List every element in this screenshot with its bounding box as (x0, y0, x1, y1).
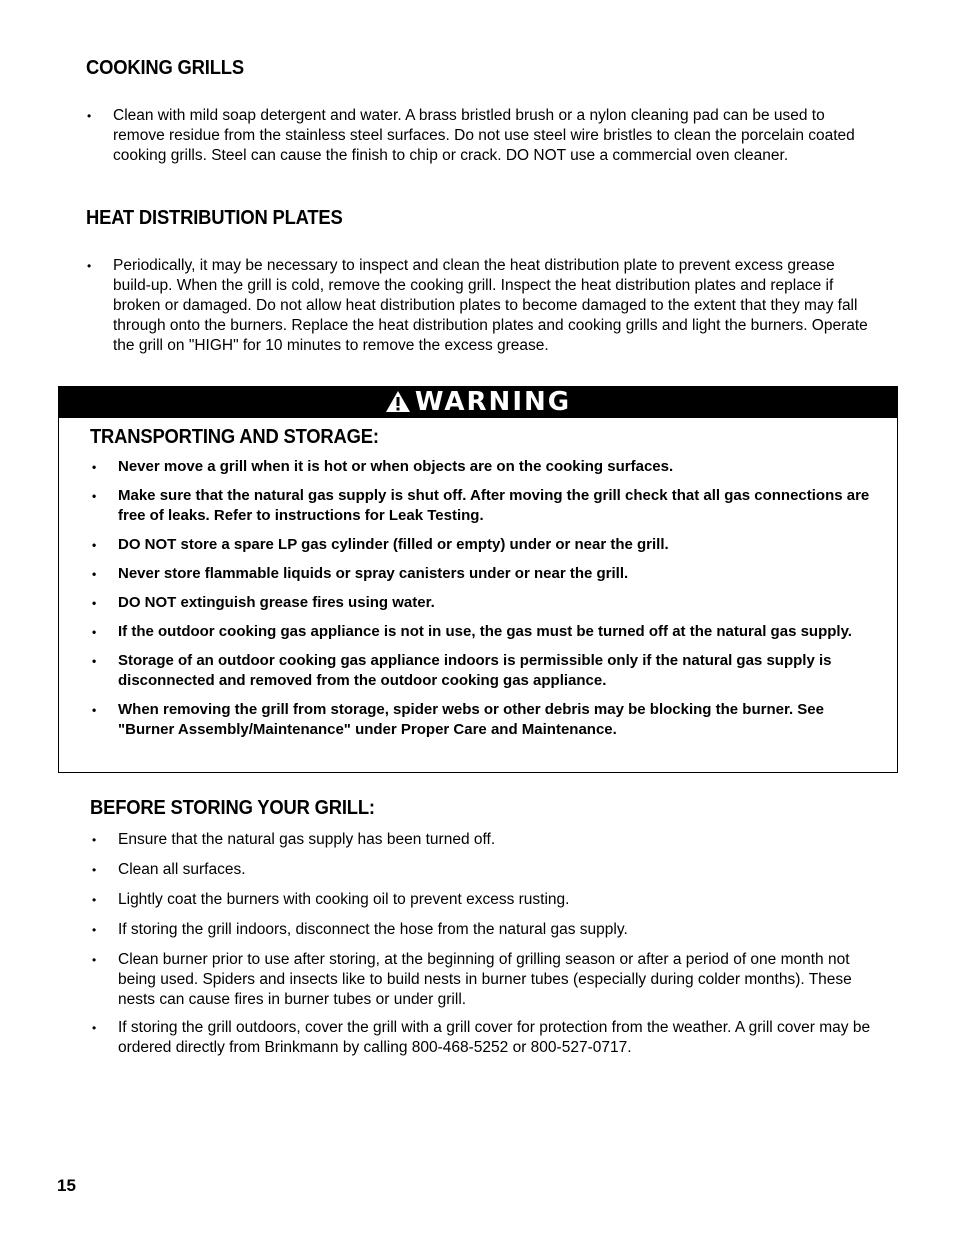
list-item: • Clean with mild soap detergent and water. A brass bristled brush or a nylon cleaning pad can be used to remove residue from the stainless steel surfaces. Do not use steel wire bristles to clean the porcelain coated cooking grills. Steel can cause the finish to chip or crack. DO NOT use a commercial oven cleaner. (87, 107, 855, 164)
transport-storage-heading: TRANSPORTING AND STORAGE: (90, 426, 379, 448)
list-item: • Clean all surfaces. (92, 861, 246, 878)
warning-banner (59, 387, 897, 418)
warning-triangle-icon (385, 390, 411, 413)
before-storing-heading: BEFORE STORING YOUR GRILL: (90, 797, 375, 819)
warning-box (58, 386, 898, 773)
heat-distribution-list (87, 256, 873, 356)
list-item: • Make sure that the natural gas supply is shut off. After moving the grill check that all gas connections are free of leaks. Refer to instructions for Leak Testing. (92, 487, 870, 524)
list-item: • If storing the grill outdoors, cover the grill with a grill cover for protection from the weather. A grill cover may be ordered directly from Brinkmann by calling 800-468-5252 or 800-527-0717. (92, 1019, 871, 1056)
list-item: • If the outdoor cooking gas appliance is not in use, the gas must be turned off at the natural gas supply. (92, 623, 852, 640)
page-number: 15 (57, 1176, 76, 1195)
list-item: • Periodically, it may be necessary to inspect and clean the heat distribution plate to prevent excess grease build-up. When the grill is cold, remove the cooking grill. Inspect the heat distribution plates and replace if broken or damaged. Do not allow heat distribution plates to become damaged to the extent that they may fall through onto the burners. Replace the heat distribution plates and cooking grills and light the burners. Operate the grill on "HIGH" for 10 minutes to remove the excess grease. (87, 257, 868, 354)
heat-distribution-heading: HEAT DISTRIBUTION PLATES (86, 207, 343, 229)
cooking-grills-list (87, 106, 873, 166)
list-item: • Storage of an outdoor cooking gas appliance indoors is permissible only if the natural gas supply is disconnected and removed from the outdoor cooking gas appliance. (92, 652, 832, 689)
cooking-grills-heading: COOKING GRILLS (86, 57, 244, 79)
list-item: • Clean burner prior to use after storing, at the beginning of grilling season or after a period of one month not being used. Spiders and insects like to build nests in burner tubes (especially during colder months). These nests can cause fires in burner tubes or under grill. (92, 951, 852, 1008)
list-item: • Ensure that the natural gas supply has been turned off. (92, 831, 496, 848)
list-item: • Never move a grill when it is hot or when objects are on the cooking surfaces. (92, 458, 674, 475)
list-item: • Lightly coat the burners with cooking oil to prevent excess rusting. (92, 891, 570, 908)
warning-label: WARNING (414, 387, 572, 417)
list-item: • Never store flammable liquids or spray canisters under or near the grill. (92, 565, 629, 582)
warning-list (92, 457, 878, 740)
before-storing-list (92, 830, 878, 1058)
list-item: • If storing the grill indoors, disconnect the hose from the natural gas supply. (92, 921, 628, 938)
list-item: • DO NOT store a spare LP gas cylinder (filled or empty) under or near the grill. (92, 536, 669, 553)
list-item: • When removing the grill from storage, spider webs or other debris may be blocking the burner. See "Burner Assembly/Maintenance" under Proper Care and Maintenance. (92, 701, 824, 738)
list-item: • DO NOT extinguish grease fires using water. (92, 594, 435, 611)
